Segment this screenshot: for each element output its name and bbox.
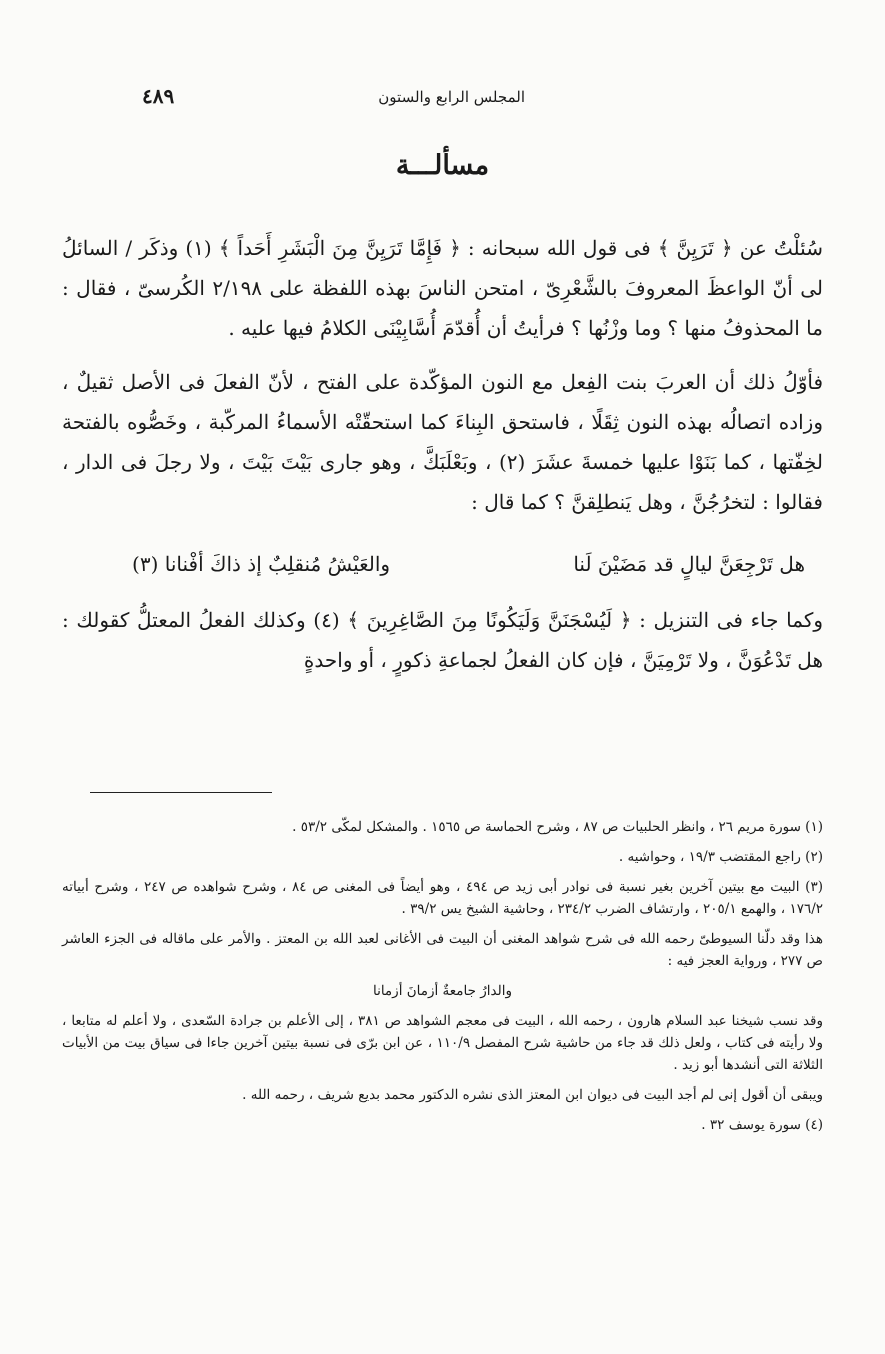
page-number: ٤٨٩ <box>142 84 175 108</box>
footnote-3-note: هذا وقد دلّنا السيوطىّ رحمه الله فى شرح شواهد المغنى أن البيت فى الأغانى لعبد الله بن المعتز . والأمر على ماقاله فى الجزء العاشر ص ٢٧٧ ، ورواية العجز فيه : <box>62 931 823 969</box>
footnote-4: (٤) سورة يوسف ٣٢ . <box>701 1117 823 1133</box>
paragraph-2: فأوّلُ ذلك أن العربَ بنت الفِعل مع النون المؤكّدة على الفتح ، لأنّ الفعلَ فى الأصل ثقيلٌ ، وزاده اتصالُه بهذه النون ثِقَلًا ، فاستحق البِناءَ كما استحقّتْه الأسماءُ المركّبة ، وخَصُّوه بالفتحة لخِفّتها ، كما بَنَوْا عليها خمسةَ عشَرَ (٢) ، وبَعْلَبَكَّ ، وهو جارى بَيْتَ بَيْتَ ، ولا رجلَ فى الدار ، فقالوا : لتخرُجُنَّ ، وهل يَنطلِقنَّ ؟ كما قال : <box>62 370 824 514</box>
footnote-2: (٢) راجع المقتضب ١٩/٣ ، وحواشيه . <box>618 849 823 865</box>
poem-verse <box>62 536 823 600</box>
running-header <box>100 84 785 114</box>
section-title: مسألـــة <box>395 150 490 181</box>
paragraph-3: وكما جاء فى التنزيل : ﴿ لَيُسْجَنَنَّ وَلَيَكُونًا مِنَ الصَّاغِرِينَ ﴾ (٤) وكذلك الفعلُ المعتلُّ كقولك : هل تَدْعُوَنَّ ، ولا تَرْمِيَنَّ ، فإن كان الفعلُ لجماعةِ ذكورٍ ، أو واحدةٍ <box>62 608 823 672</box>
paragraph-1: سُئلْتُ عن ﴿ تَرَيِنَّ ﴾ فى قول الله سبحانه : ﴿ فَإِمَّا تَرَيِنَّ مِنَ الْبَشَرِ أَحَداً ﴾ (١) وذكَر / السائلُ لى أنّ الواعظَ المعروفَ بالشَّعْرِىّ ، امتحن الناسَ بهذه اللفظة على ٢/١٩٨ الكُرسىّ ، فقال : ما المحذوفُ منها ؟ وما وزْنُها ؟ فرأيتُ أن أُقدّمَ أُسَّابِيْنَى الكلامُ فيها عليه . <box>62 236 823 340</box>
footnote-3-attribution: وقد نسب شيخنا عبد السلام هارون ، رحمه الله ، البيت فى معجم الشواهد ص ٣٨١ ، إلى الأعلم بن جرادة السّعدى ، ولا أعلم له متابعا ، ولا رأيته فى كتاب ، ولعل ذلك قد جاء من حاشية شرح المفصل ١١٠/٩ ، عن ابن برّى فى نسبة بيتين آخرين جاءا فى سياق بيت من الأبيات الثلاثة التى أنشدها أبو زيد . <box>62 1013 823 1073</box>
poem-hemistich-2: والعَيْشُ مُنقلِبٌ إذ ذاكَ أفْنانا (٣) <box>132 552 391 576</box>
main-text <box>62 228 823 694</box>
footnote-divider <box>90 792 272 793</box>
footnote-3: (٣) البيت مع بيتين آخرين بغير نسبة فى نوادر أبى زيد ص ٤٩٤ ، وهو أيضاً فى المغنى ص ٨٤ ، وشرح شواهده ص ٢٤٧ ، وشرح أبياته ١٧٦/٢ ، والهمع ٢٠٥/١ ، وارتشاف الضرب ٢٣٤/٢ ، وحاشية الشيخ يس ٣٩/٢ . <box>62 879 823 917</box>
footnotes <box>62 816 823 1144</box>
footnote-1: (١) سورة مريم ٢٦ ، وانظر الحلبيات ص ٨٧ ، وشرح الحماسة ص ١٥٦٥ . والمشكل لمكّى ٥٣/٢ . <box>292 819 823 835</box>
header-title: المجلس الرابع والستون <box>378 88 525 106</box>
footnote-3-verse: والدارُ جامعةٌ أزمانَ أزمانا <box>372 983 513 999</box>
poem-hemistich-1: هل تَرْجِعَنَّ ليالٍ قد مَضَيْنَ لَنا <box>573 552 805 576</box>
footnote-3-remark: ويبقى أن أقول إنى لم أجد البيت فى ديوان ابن المعتز الذى نشره الدكتور محمد بديع شريف ، رحمه الله . <box>242 1087 823 1103</box>
